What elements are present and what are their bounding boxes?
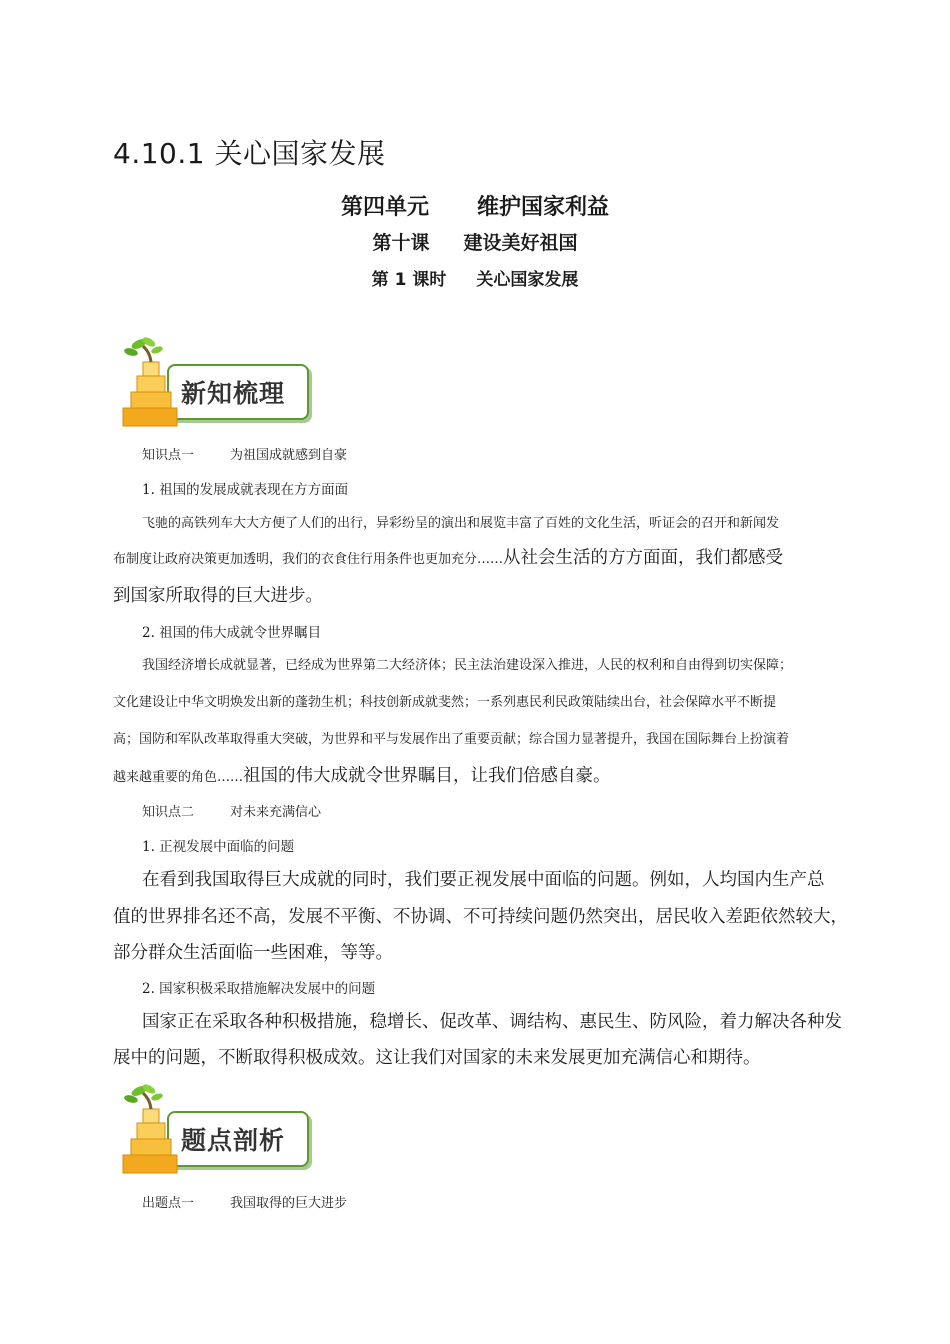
paragraph-fragment: 从社会生活的方方面面，我们都感受 [503, 548, 784, 568]
paragraph-line: 部分群众生活面临一些困难，等等。 [113, 943, 393, 963]
kp1-section2-heading: 2. 祖国的伟大成就令世界瞩目 [142, 625, 322, 641]
paragraph-line: 文化建设让中华文明焕发出新的蓬勃生机；科技创新成就斐然；一系列惠民利民政策陆续出台，社会保障水平不断提 [113, 695, 777, 710]
unit-name: 维护国家利益 [477, 195, 610, 220]
paragraph-line: 飞驰的高铁列车大大方便了人们的出行，异彩纷呈的演出和展览丰富了百姓的文化生活，听证会的召开和新闻发 [142, 516, 780, 531]
period-number: 第 1 课时 [371, 270, 447, 290]
period-name: 关心国家发展 [476, 270, 579, 290]
paragraph-line: 高；国防和军队改革取得重大突破，为世界和平与发展作出了重要贡献；综合国力显著提升，我国在国际舞台上扮演着 [113, 732, 790, 747]
section-banner-analysis [117, 1083, 317, 1183]
qp-title: 我国取得的巨大进步 [230, 1196, 348, 1211]
paragraph-line [113, 544, 783, 569]
document-title: 4.10.1 关心国家发展 [113, 137, 386, 170]
lesson-heading [0, 228, 950, 255]
paragraph-fragment: 祖国的伟大成就令世界瞩目，让我们倍感自豪。 [243, 766, 611, 786]
qp-label: 出题点一 [142, 1196, 195, 1211]
kp2-section1-heading: 1. 正视发展中面临的问题 [142, 839, 295, 855]
kp-label: 知识点二 [142, 805, 195, 820]
paragraph-fragment: 布制度让政府决策更加透明，我们的衣食住行用条件也更加充分…… [113, 552, 504, 567]
kp-title: 对未来充满信心 [230, 805, 322, 820]
paragraph-line [113, 762, 611, 787]
knowledge-point-1 [142, 444, 347, 463]
unit-heading [0, 190, 950, 221]
knowledge-point-2 [142, 801, 321, 820]
lesson-name: 建设美好祖国 [463, 232, 578, 254]
paragraph-line: 展中的问题，不断取得积极成效。这让我们对国家的未来发展更加充满信心和期待。 [113, 1048, 761, 1068]
lesson-number: 第十课 [372, 232, 430, 254]
paragraph-line: 我国经济增长成就显著，已经成为世界第二大经济体；民主法治建设深入推进，人民的权利和自由得到切实保障； [142, 658, 793, 673]
question-point-1 [142, 1192, 347, 1211]
banner-label: 新知梳理 [181, 379, 286, 408]
stairs-plant-icon [117, 1083, 187, 1183]
section-banner-new-knowledge [117, 336, 317, 436]
paragraph-line: 到国家所取得的巨大进步。 [113, 586, 323, 606]
paragraph-line: 值的世界排名还不高，发展不平衡、不协调、不可持续问题仍然突出，居民收入差距依然较大， [113, 907, 848, 927]
paragraph-line: 国家正在采取各种积极措施，稳增长、促改革、调结构、惠民生、防风险，着力解决各种发 [142, 1012, 842, 1032]
kp1-section1-heading: 1. 祖国的发展成就表现在方方面面 [142, 482, 349, 498]
kp-title: 为祖国成就感到自豪 [230, 448, 348, 463]
period-heading [0, 265, 950, 290]
stairs-plant-icon [117, 336, 187, 436]
banner-label: 题点剖析 [181, 1126, 286, 1155]
paragraph-line: 在看到我国取得巨大成就的同时，我们要正视发展中面临的问题。例如，人均国内生产总 [142, 870, 825, 890]
kp-label: 知识点一 [142, 448, 195, 463]
paragraph-fragment: 越来越重要的角色…… [113, 770, 244, 785]
unit-number: 第四单元 [340, 195, 429, 220]
kp2-section2-heading: 2. 国家积极采取措施解决发展中的问题 [142, 981, 376, 997]
